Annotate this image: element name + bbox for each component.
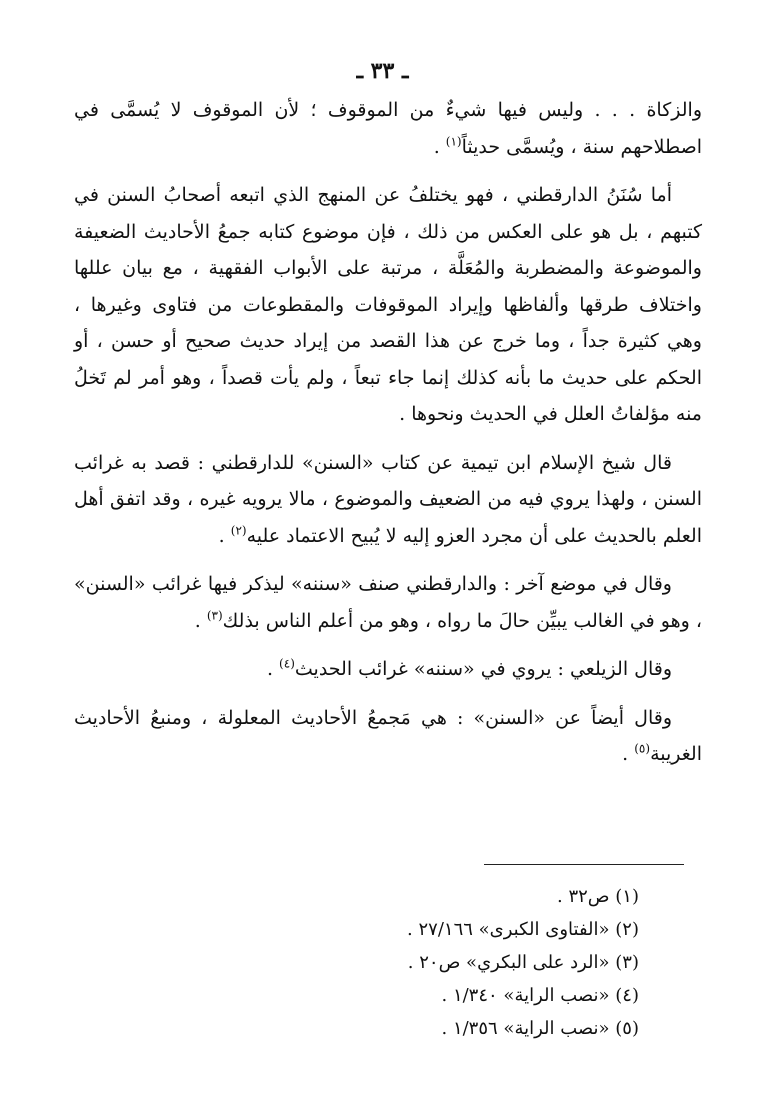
paragraph-text: وقال الزيلعي : يروي في «سننه» غرائب الحديث	[294, 658, 672, 680]
paragraph	[74, 700, 702, 773]
footnote-reference: (٢)	[230, 523, 247, 538]
footnote: (٣) «الرد على البكري» ص٢٠ .	[407, 952, 639, 973]
footnote-reference: (١)	[445, 134, 462, 149]
footnote-reference: (٤)	[279, 656, 295, 671]
footnote-separator	[484, 864, 684, 865]
paragraph-text: .	[433, 135, 446, 158]
footnotes-list	[219, 880, 639, 1045]
footnote: (٤) «نصب الراية» ١/٣٤٠ .	[441, 985, 639, 1006]
footnote: (٢) «الفتاوى الكبرى» ٢٧/١٦٦ .	[407, 919, 639, 940]
paragraph	[74, 92, 702, 165]
paragraph-text: أما سُنَنُ الدارقطني ، فهو يختلفُ عن المنهج الذي اتبعه أصحابُ السنن في كتبهم ، بل هو على العكس من ذلك ، فإن موضوع كتابه جمعُ الأحاديث الضعيفة والموضوعة والمضطربة والمُعَلَّة ، مرتبة على الأبواب الفقهية ، مع بيان عللها واختلاف طرقها وألفاظها وإيراد الموقوفات والمقطوعات من فتاوى وغيرها ، وهي كثيرة جداً ، وما خرج عن هذا القصد من إيراد حديث صحيح أو حسن ، أو الحكم على حديث ما بأنه كذلك إنما جاء تبعاً ، ولم يأت قصداً ، وهو أمر لم تَخلُ منه مؤلفاتُ العلل في الحديث ونحوها .	[74, 184, 702, 425]
paragraph-text: والزكاة . . . وليس فيها شيءٌ من الموقوف ؛ لأن الموقوف لا يُسمَّى في اصطلاحهم سنة ، ويُسمَّى حديثاً	[74, 99, 702, 158]
main-text	[74, 92, 702, 773]
page-number: ـ ٣٣ ـ	[356, 58, 409, 84]
footnote: (٥) «نصب الراية» ١/٣٥٦ .	[441, 1018, 639, 1039]
paragraph-text: .	[194, 609, 207, 632]
footnote-reference: (٣)	[206, 608, 223, 623]
paragraph	[74, 651, 702, 688]
footnote-reference: (٥)	[634, 741, 651, 756]
paragraph	[74, 566, 702, 639]
paragraph	[74, 177, 702, 433]
paragraph-text: .	[218, 524, 231, 547]
paragraph-text: وقال أيضاً عن «السنن» : هي مَجمعُ الأحاديث المعلولة ، ومنبعُ الأحاديث الغريبة	[74, 706, 702, 765]
paragraph-text: قال شيخ الإسلام ابن تيمية عن كتاب «السنن» للدارقطني : قصد به غرائب السنن ، ولهذا يروي فيه من الضعيف والموضوع ، مالا يرويه غيره ، وقد اتفق أهل العلم بالحديث على أن مجرد العزو إليه لا يُبيح الاعتماد عليه	[74, 451, 702, 547]
paragraph-text: وقال في موضع آخر : والدارقطني صنف «سننه» ليذكر فيها غرائب «السنن» ، وهو في الغالب يبيِّن حالَ ما رواه ، وهو من أعلم الناس بذلك	[74, 573, 702, 632]
paragraph	[74, 445, 702, 555]
paragraph-text: .	[266, 658, 280, 680]
paragraph-text: .	[622, 743, 635, 765]
footnote: (١) ص٣٢ .	[556, 886, 639, 907]
